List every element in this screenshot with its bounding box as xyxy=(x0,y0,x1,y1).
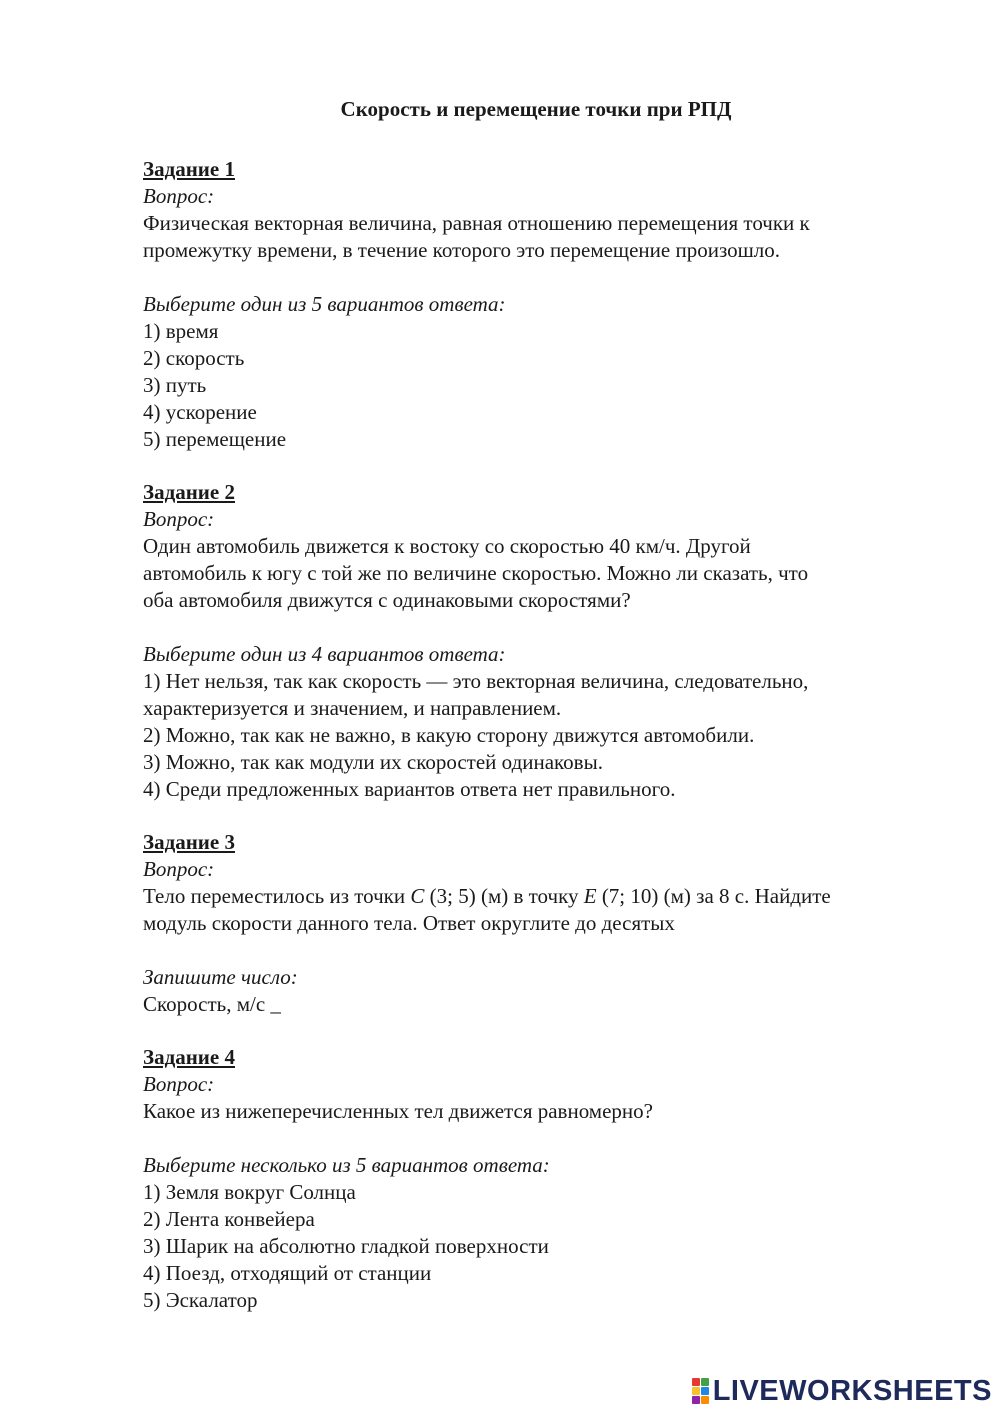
question-text-line: модуль скорости данного тела. Ответ округлите до десятых xyxy=(143,911,675,935)
task-1 xyxy=(143,156,943,453)
task-2 xyxy=(143,479,943,803)
answer-option[interactable]: 2) Можно, так как не важно, в какую сторону движутся автомобили. xyxy=(143,723,755,747)
answer-option[interactable]: 3) Можно, так как модули их скоростей одинаковы. xyxy=(143,750,603,774)
answer-option[interactable]: 2) скорость xyxy=(143,346,245,370)
logo-icon xyxy=(692,1378,709,1404)
answer-instruction: Выберите один из 5 вариантов ответа: xyxy=(143,292,506,316)
point-c-label: C xyxy=(410,884,425,908)
answer-option[interactable]: 3) путь xyxy=(143,373,207,397)
question-text-line: промежутку времени, в течение которого это перемещение произошло. xyxy=(143,238,781,262)
point-e-label: E xyxy=(583,884,597,908)
liveworksheets-logo xyxy=(692,1371,992,1411)
question-label: Вопрос: xyxy=(143,1072,215,1096)
question-label: Вопрос: xyxy=(143,857,215,881)
answer-instruction: Выберите один из 4 вариантов ответа: xyxy=(143,642,506,666)
answer-option[interactable]: 4) ускорение xyxy=(143,400,257,424)
answer-options xyxy=(143,1179,943,1314)
answer-option[interactable]: 1) Нет нельзя, так как скорость — это векторная величина, следовательно, xyxy=(143,669,809,693)
speed-answer-field[interactable]: Скорость, м/с _ xyxy=(143,992,281,1016)
answer-option[interactable]: 5) перемещение xyxy=(143,427,287,451)
worksheet-page xyxy=(143,94,943,1340)
answer-option[interactable]: 4) Среди предложенных вариантов ответа нет правильного. xyxy=(143,777,676,801)
question-text-line: автомобиль к югу с той же по величине скоростью. Можно ли сказать, что xyxy=(143,561,809,585)
page-title: Скорость и перемещение точки при РПД xyxy=(340,97,732,121)
answer-option[interactable]: 1) время xyxy=(143,319,219,343)
question-text-line: Какое из нижеперечисленных тел движется равномерно? xyxy=(143,1099,653,1123)
answer-options xyxy=(143,318,943,453)
answer-option-continuation[interactable]: характеризуется и значением, и направлением. xyxy=(143,696,562,720)
question-text-line: Тело переместилось из точки C (3; 5) (м) в точку E (7; 10) (м) за 8 с. Найдите xyxy=(143,884,831,908)
answer-option[interactable]: 1) Земля вокруг Солнца xyxy=(143,1180,356,1204)
question-text-line: оба автомобиля движутся с одинаковыми скоростями? xyxy=(143,588,631,612)
task-4 xyxy=(143,1044,943,1314)
task-heading: Задание 2 xyxy=(143,480,235,504)
answer-options xyxy=(143,668,943,803)
question-label: Вопрос: xyxy=(143,184,215,208)
task-3 xyxy=(143,829,943,1018)
task-heading: Задание 4 xyxy=(143,1045,235,1069)
answer-instruction: Выберите несколько из 5 вариантов ответа: xyxy=(143,1153,550,1177)
question-text-line: Один автомобиль движется к востоку со скоростью 40 км/ч. Другой xyxy=(143,534,751,558)
task-heading: Задание 1 xyxy=(143,157,235,181)
answer-instruction: Запишите число: xyxy=(143,965,298,989)
task-heading: Задание 3 xyxy=(143,830,235,854)
question-text-line: Физическая векторная величина, равная отношению перемещения точки к xyxy=(143,211,810,235)
answer-option[interactable]: 4) Поезд, отходящий от станции xyxy=(143,1261,432,1285)
question-label: Вопрос: xyxy=(143,507,215,531)
answer-option[interactable]: 2) Лента конвейера xyxy=(143,1207,315,1231)
answer-option[interactable]: 5) Эскалатор xyxy=(143,1288,258,1312)
answer-option[interactable]: 3) Шарик на абсолютно гладкой поверхности xyxy=(143,1234,549,1258)
logo-text: LIVEWORKSHEETS xyxy=(712,1374,992,1407)
